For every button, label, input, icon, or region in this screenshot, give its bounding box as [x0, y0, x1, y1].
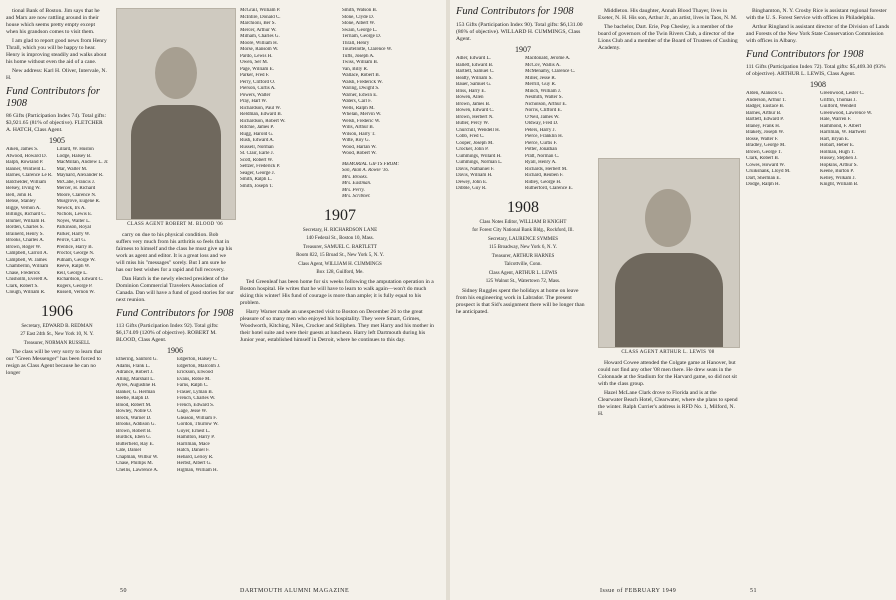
contributor-name: Gleason, William F. — [177, 415, 217, 421]
contributor-name: Brown, Roger W. — [6, 244, 41, 250]
contributor-name: Cummings, Willard H. — [456, 153, 502, 159]
contributor-name: Ridley, George H. — [525, 179, 562, 185]
contributor-name: Hatch, Daniel F. — [177, 448, 210, 453]
contributor-name: Batchelder, William — [6, 179, 47, 185]
contributor-name: Mercer, Arthur W. — [240, 27, 277, 33]
contributor-name: Bense, Stanley — [6, 199, 36, 204]
contributor-name: Ethering, Sanford G. — [116, 357, 158, 362]
names-column — [6, 147, 53, 297]
contributor-name: Scott, Robert W. — [240, 157, 274, 163]
fund-heading: Fund Contributors for 1908 — [116, 308, 234, 319]
class-year-heading: 1908 — [507, 198, 539, 216]
contributor-name: Hobart, Heber E. — [820, 143, 855, 148]
class-treasurer: Treasurer, SAMUEL C. BARTLETT — [303, 244, 377, 250]
contributor-name: Pray, Hart W. — [240, 99, 267, 104]
left-col-3 — [116, 232, 234, 582]
names-column — [177, 357, 234, 474]
names-1907 — [456, 56, 590, 193]
contributor-name: Russell, Vernon W. — [56, 290, 95, 295]
contributor-name: Owen, Ser M. — [240, 60, 269, 65]
col3-text2: Dan Hatch is the newly elected president of the Dominion Commercial Travelers Association of Canada. Dan will have a fund of good stories for our next reunion. — [116, 276, 234, 303]
class-address: Talcottville, Conn. — [504, 262, 542, 267]
contributor-name: Richard, Reuben F. — [525, 173, 564, 178]
names-column — [456, 56, 521, 193]
contributor-name: Mar, Walter M. — [56, 166, 88, 172]
col3-text: carry on due to his physical condition. Bob suffers very much from his arthritis so feels that in fairness to himself and the class he must give up his work as agent and editor. It is a great loss and we will miss his "messages" sorely. But I am sure he has our best wishes for a rapid and full recovery. — [116, 232, 233, 273]
contributor-name: Hopkins, Arthur S. — [820, 162, 858, 168]
contributor-name: Hamilton, Harry P. — [177, 435, 215, 440]
contributor-name: Wilson, Harry T. — [342, 131, 376, 137]
contributor-name: Nesmith, Walter S. — [525, 95, 563, 100]
contributor-name: Keene, Burton P. — [820, 169, 854, 174]
contributor-name: Billings, Richard C. — [6, 212, 46, 217]
contributor-name: Reil, George L. — [56, 270, 88, 276]
names-column — [342, 8, 440, 201]
contributor-name: Adrance, Robert J. — [116, 370, 154, 375]
contributor-name: Lodge, Halsey B. — [56, 153, 92, 159]
class-address: 115 Broadway, New York 6, N. Y. — [489, 245, 557, 250]
fund-stats: 86 Gifts (Participation Index 74). Total gifts: $3,921.65 (81% of objective). FLETCHER A. HATCH, Class Agent. — [6, 113, 107, 133]
contributor-name: Banner, Winfield L. — [6, 166, 46, 172]
year-heading: 1907 — [515, 45, 531, 54]
contributor-name: Edgerton, Malcolm J. — [177, 363, 221, 369]
col4-text: Binghamton, N. Y. Crosby Rice is assistant regional forester with the U. S. Forest Service with offices in Philadelphia. — [746, 8, 887, 21]
contributor-name: Marchioni, Ber S. — [240, 21, 276, 26]
memorial-heading: MEMORIAL GIFTS FROM: — [342, 161, 400, 167]
contributor-name: Waring, Dwight S. — [342, 86, 380, 91]
names-column — [240, 8, 338, 201]
contributor-name: Chisholm, Everett A. — [6, 277, 49, 282]
contributor-name: Butterfield, Ray E. — [116, 441, 154, 447]
contributor-name: McMenamy, Clarence C. — [525, 69, 576, 74]
contributor-name: McIntire, Donald C. — [240, 14, 281, 20]
portrait-face — [645, 189, 691, 247]
contributor-name: Peirce, Carl G. — [56, 238, 87, 243]
contributor-name: Beetle, Ralph D. — [116, 396, 150, 401]
contributor-name: Brown, James B. — [456, 101, 491, 107]
contributor-name: Richardson, Paul W. — [240, 105, 281, 111]
contributor-name: Burdick, Eben G. — [116, 435, 151, 440]
contributor-name: Peters, Harry J. — [525, 127, 556, 133]
photo-caption: CLASS AGENT ROBERT M. BLOOD '06 — [127, 222, 223, 227]
contributor-name: Rogers, George P. — [56, 283, 93, 289]
contributor-name: Alling, Marshall L. — [116, 376, 155, 382]
contributor-name: Evans, Robie M. — [177, 376, 211, 382]
contributor-name: Mrs. Perry. — [342, 187, 365, 193]
contributor-name: Bowen, Edward C. — [456, 108, 495, 113]
contributor-name: Clark, Robert B. — [746, 156, 780, 161]
contributor-name: Higman, William H. — [177, 467, 218, 473]
portrait-suit — [131, 105, 221, 219]
contributor-name: Atwood, Howard D. — [6, 153, 47, 159]
contributor-name: Minch, William J. — [525, 88, 562, 94]
contributor-name: French, Edward S. — [177, 402, 215, 408]
names-1908 — [746, 91, 890, 189]
class-agent-address: 125 Walnut St., Watertown 72, Mass. — [485, 279, 561, 284]
contributor-name: Bell, John H. — [6, 192, 33, 198]
contributor-name: Warner, Edwin E. — [342, 92, 378, 98]
class-year-heading: 1906 — [41, 302, 73, 320]
photo-caption: CLASS AGENT ARTHUR L. LEWIS '08 — [621, 350, 715, 355]
contributor-name: Brock, Warner D. — [116, 415, 152, 421]
contributor-name: Terriam, George D. — [342, 34, 381, 39]
contributor-name: Putnam, George W. — [56, 257, 96, 263]
names-column — [57, 147, 108, 297]
contributor-name: Hebard, Lerioy R. — [177, 454, 214, 460]
contributor-name: Erickson, Elwood — [177, 370, 213, 375]
class-agent-photo — [116, 8, 236, 220]
contributor-name: Campbell, W. James — [6, 257, 47, 263]
contributor-name: Barnes, Clarence Le R. — [6, 173, 53, 178]
contributor-name: Milham, Charles G. — [240, 34, 280, 39]
contributor-name: Crocker, John P. — [456, 147, 489, 152]
contributor-name: Mrs. Eastman. — [342, 181, 372, 186]
contributor-name: Stone, Clyde D. — [342, 14, 374, 20]
contributor-name: Richardson, Robert W. — [240, 118, 286, 124]
contributor-name: Smith, Joseph T. — [240, 183, 274, 189]
contributor-name: Russell, Norman — [240, 144, 274, 150]
contributor-name: Cobb, Fred C. — [456, 134, 485, 139]
contributor-name: Reldman, Edward B. — [240, 112, 282, 117]
contributor-name: Pratt, Norman C. — [525, 153, 560, 159]
class-address: Room 822, 15 Broad St., New York 5, N. Y. — [296, 253, 384, 258]
contributor-name: Cowes, Howard W. — [746, 162, 785, 168]
class-text: Hazel McLane Clark drove to Florida and is at the Clearwater Beach Hotel, Clearwater, where she plans to spend the winter. Ralph Currier's address is RFD No. 1, Milford, N. H. — [598, 390, 738, 417]
right-page — [450, 0, 896, 600]
contributor-name: Rush, Edward A. — [240, 138, 275, 143]
contributor-name: Bartlett, Samuel C. — [456, 69, 495, 74]
fund-stats: 111 Gifts (Participation Index 72). Total gifts: $5,469.30 (93% of objective). ARTHUR L. LEWIS, Class Agent. — [746, 64, 886, 77]
contributor-name: Richards, Herbert M. — [525, 166, 568, 172]
class-text: The class will be very sorry to learn that our "Green Messenger" has been forced to resign as Class Agent because he can no longer — [6, 349, 103, 376]
contributor-name: Cate, Daniel — [116, 448, 141, 453]
contributor-name: Beatty, William S. — [456, 75, 493, 81]
right-col-2-bottom — [598, 360, 738, 582]
contributor-name: Tourtellotte, Clarence W. — [342, 47, 393, 52]
contributor-name: Churchill, Wendell H. — [456, 127, 500, 133]
names-column — [525, 56, 590, 193]
contributor-name: Pardo, Lewis H. — [240, 53, 273, 59]
portrait-face — [155, 47, 197, 99]
class-text: Ted Greenleaf has been home for six weeks following the amputation operation in a Boston hospital. He writes that he will have to learn to walk again—won't do much skiing this winter! His fund of courage is more than ample; it is fully equal to his problem. — [240, 278, 434, 306]
year-heading: 1905 — [49, 136, 65, 145]
class-address: 27 East 24th St., New York 10, N. Y. — [20, 332, 94, 337]
class-secretary: Secretary, EDWARD B. REDMAN — [21, 323, 93, 329]
contributor-name: Bliss, Harry E. — [456, 88, 486, 94]
left-col-1 — [6, 8, 108, 590]
contributor-name: Griffin, Thomas J. — [820, 97, 857, 103]
contributor-name: McCov, Wallis A. — [525, 62, 561, 68]
contributor-name: Smith, Ralph L. — [240, 177, 272, 182]
names-column — [746, 91, 816, 189]
contributor-name: Blood, Robert M. — [116, 402, 152, 408]
contributor-name: Greenwood, Lester C. — [820, 91, 865, 96]
contributor-name: Thrall, Henry — [342, 40, 370, 46]
contributor-name: Maynard, Alexander R. — [56, 173, 104, 178]
contributor-name: Brooks, Charles A. — [6, 238, 45, 243]
contributor-name: Perry, Clifford O. — [240, 79, 276, 85]
contributor-name: Bartlett, Edward P. — [746, 117, 784, 122]
contributor-name: Balph, Rowland P. — [6, 160, 44, 165]
contributor-name: Chase, Phillips M. — [116, 461, 153, 466]
contributor-name: Herbst, Albert G. — [177, 461, 212, 466]
contributor-name: Dibble, Guy R. — [456, 186, 487, 191]
contributor-name: Clough, William R. — [6, 290, 46, 295]
class-secretary: Secretary, LAURENCE SYMMES — [487, 236, 559, 242]
contributor-name: Clark, Robert S. — [6, 283, 39, 289]
contributor-name: Bigge, Vernon A. — [6, 205, 41, 211]
contributor-name: Greenwood, Lawrence W. — [820, 110, 873, 116]
contributor-name: Knight, William B. — [820, 182, 859, 187]
contributor-name: Aiken, James S. — [6, 147, 39, 152]
contributor-name: Adler, Edward L. — [456, 56, 491, 61]
contributor-name: Dodge, Ralph H. — [746, 182, 780, 187]
contributor-name: Pierson, Curtis A. — [240, 86, 276, 91]
contributor-name: Seager, George J. — [240, 170, 275, 176]
contributor-name: Reeve, Ralph W. — [56, 264, 91, 269]
col3-intro: Middleton. His daughter, Annah Blood Thayer, lives in Exeter, N. H. His son, Arthur Jr., an artist, lives in Taos, N. M. — [598, 8, 738, 21]
right-col-2-top — [598, 8, 738, 158]
contributor-name: Pierce, Curtis F. — [525, 140, 558, 146]
contributor-name: Wills, Arthur B. — [342, 125, 375, 130]
contributor-name: Kelley, Wilkam J. — [820, 175, 856, 181]
contributor-name: Norris, Clifford E. — [525, 108, 562, 113]
contributor-name: St. Clair, Earle J. — [240, 151, 274, 156]
contributor-name: Rutherford, Clarence E. — [525, 186, 573, 191]
contributor-name: Campbell, Carroll A. — [6, 251, 48, 256]
contributor-name: Alden, Alanson G. — [746, 91, 784, 96]
contributor-name: Oldway, Fred D. — [525, 121, 559, 126]
contributor-name: Wood, Robert W. — [342, 151, 377, 156]
contributor-name: Stone, Albert W. — [342, 21, 376, 26]
contributor-name: Nichols, Lewis E. — [56, 212, 93, 217]
left-col-4 — [240, 8, 440, 590]
contributor-name: Proctor, George N. — [56, 251, 95, 256]
contributor-name: Brainerd, Henry S. — [6, 231, 44, 237]
class-agent: Class Agent, ARTHUR L. LEWIS — [488, 270, 558, 276]
contributor-name: Van, Billy R. — [342, 66, 369, 72]
class-address: for Forest City National Bank Bldg., Rockford, Ill. — [472, 228, 574, 233]
class-agent-photo — [598, 158, 740, 348]
contributor-name: French, Charles W. — [177, 396, 216, 401]
contributor-name: Wallace, Robert B. — [342, 73, 380, 78]
names-continued — [240, 8, 440, 201]
class-address: 140 Federal St., Boston 10, Mass. — [306, 236, 374, 241]
contributor-name: Hart, Bryan E. — [820, 136, 850, 142]
contributor-name: Smith, Watson B. — [342, 8, 378, 13]
contributor-name: Chapman, Wilbur W. — [116, 454, 159, 460]
contributor-name: Chase, Frederick — [6, 270, 40, 276]
page-header: Fund Contributors for 1908 — [456, 6, 574, 17]
contributor-name: Anderson, Arthur T. — [746, 97, 787, 103]
contributor-name: Waters, Carl F. — [342, 99, 372, 104]
issue-date: Issue of FEBRUARY 1949 — [600, 588, 677, 594]
year-heading: 1908 — [810, 80, 826, 89]
right-col-1 — [456, 22, 590, 582]
contributor-name: Bosse, Walter F. — [746, 136, 779, 142]
names-1905 — [6, 147, 108, 297]
contributor-name: Cooper, Joseph M. — [456, 140, 494, 146]
col1-address: New address: Karl H. Oliver, Intervale, N. H. — [6, 68, 107, 81]
contributor-name: Wells, Ralph M. — [342, 105, 375, 111]
contributor-name: Potter, Jonathan — [525, 147, 558, 152]
contributor-name: Barnes, Arthur B. — [746, 110, 782, 116]
contributor-name: Witte, Roy G. — [342, 138, 370, 143]
contributor-name: Miller, Jesse R. — [525, 75, 556, 81]
class-year-heading: 1907 — [324, 206, 356, 224]
class-text: Sidney Ruggles spent the holidays at home on leave from his engineering work in Labrador. The present prospect is that Sid's assignment there will be longer than he anticipated. — [456, 287, 585, 315]
col1-intro: tional Bank of Boston. Jim says that he and Marx are now rattling around in their house which seems pretty empty except when his grandson comes to visit them. — [6, 8, 100, 35]
contributor-name: Mercer, H. Richard — [56, 186, 96, 191]
contributor-name: Hale, Warren F. — [820, 117, 852, 122]
contributor-name: MacMillan, Andrew L. Jr. — [56, 160, 108, 165]
contributor-name: Bowen, Allen — [456, 95, 484, 100]
contributor-name: Badger, Eustace B. — [746, 104, 785, 109]
page-number: 50 — [120, 588, 127, 594]
contributor-name: Blaney, Frank H. — [746, 123, 781, 129]
contributor-name: Morse, Ransom W. — [240, 47, 279, 52]
contributor-name: Tufts, Joseph A. — [342, 53, 375, 59]
class-agent-address: Box 128, Guilford, Me. — [316, 270, 364, 275]
fund-stats: 153 Gifts (Participation Index 90). Total gifts: $6,131.00 (86% of objective). WILLARD H. CUMMINGS, Class Agent. — [456, 22, 583, 42]
contributor-name: Wood, Harlan W. — [342, 144, 377, 150]
contributor-name: Ritchie, James P. — [240, 125, 274, 130]
contributor-name: Chellis, Lawrence A. — [116, 467, 159, 473]
class-treasurer: Treasurer, NORMAN RUSSELL — [23, 340, 91, 346]
contributor-name: Butler, Percy W. — [456, 121, 489, 126]
contributor-name: Noyes, Walter L. — [56, 218, 91, 224]
contributor-name: Borden, Charles S. — [6, 225, 44, 230]
contributor-name: McGrail, William P. — [240, 8, 281, 13]
col3-text: The bachelor, Dart. Erie, Pop Chesley, is a member of the board of governors of the Twin Rivers Club, a director of the Lions Club and a member of the Board of Trustees of Cushing Academy. — [598, 24, 738, 51]
fund-heading: Fund Contributors for 1908 — [746, 49, 864, 60]
contributor-name: Moore, Clarence N. — [56, 192, 97, 198]
class-secretary: Secretary, H. RICHARDSON LANE — [302, 227, 378, 233]
contributor-name: Page, William E. — [240, 66, 274, 72]
contributor-name: Brooks, Addison G. — [116, 422, 156, 427]
class-treasurer: Treasurer, ARTHUR HARNES — [491, 253, 555, 259]
contributor-name: Nicholson, Arthur E. — [525, 101, 567, 107]
fund-stats: 113 Gifts (Participation Index 92). Total gifts: $6,174.09 (120% of objective). ROBERT M. BLOOD, Class Agent. — [116, 323, 219, 343]
contributor-name: Merrill, Guy R. — [525, 82, 557, 87]
contributor-name: O'Neil, James W. — [525, 114, 560, 120]
contributor-name: Harriman, W. Hartwell — [820, 130, 866, 135]
contributor-name: Rugg, Harold G. — [240, 131, 274, 137]
col4-text2: Arthur Ringland is assistant director of the Division of Lands and Forests of the New York State Conservation Commission with offices in Albany. — [746, 24, 890, 44]
contributor-name: Welsh, Frederic W. — [342, 118, 381, 124]
contributor-name: Davis, William H. — [456, 173, 493, 178]
contributor-name: Adams, Frank L. — [116, 363, 150, 369]
contributor-name: Harriman, Mace — [177, 441, 210, 447]
contributor-name: Guyer, Ernest L. — [177, 428, 211, 434]
contributor-name: Farns, Ralph C. — [177, 383, 209, 388]
magazine-title: DARTMOUTH ALUMNI MAGAZINE — [240, 588, 350, 594]
contributor-name: Swain, George L. — [342, 27, 378, 33]
names-column — [820, 91, 890, 189]
contributor-name: Belsey, Irving W. — [6, 186, 41, 191]
contributor-name: Parker, Fred F. — [240, 73, 270, 78]
contributor-name: Parker, Harry W. — [56, 231, 91, 237]
class-notes-editor: Class Notes Editor, WILLIAM B KNIGHT — [479, 219, 567, 225]
contributor-name: Dewey, John E. — [456, 179, 488, 185]
contributor-name: Twiss, William B. — [342, 60, 379, 65]
contributor-name: Edgerton, Halsey C. — [177, 357, 218, 362]
contributor-name: Prentice, Harry B. — [56, 244, 93, 250]
contributor-name: Powers, Walter — [240, 92, 271, 98]
names-1906 — [116, 357, 234, 474]
contributor-name: Parkinson, Royal — [56, 225, 91, 230]
contributor-name: Blumer, William H. — [6, 218, 46, 224]
contributor-name: Whelan, Mervin W. — [342, 112, 382, 117]
contributor-name: Brown, George T. — [746, 149, 782, 155]
contributor-name: Frasier, Lyman B. — [177, 389, 213, 395]
contributor-name: Gordon, Thurlow W. — [177, 422, 219, 427]
contributor-name: Hussey, Stephen J. — [820, 156, 858, 161]
contributor-name: Son, Alan A. Rowle '16. — [342, 168, 390, 173]
contributor-name: Holman, Hugh T. — [820, 149, 855, 155]
contributor-name: Blakely, Joseph W. — [746, 130, 785, 135]
contributor-name: Mrs. Brooks. — [342, 174, 368, 180]
left-page — [0, 0, 446, 600]
contributor-name: Davis, Nathaniel F. — [456, 166, 495, 172]
contributor-name: McCabe, Francis J. — [56, 179, 96, 185]
class-text: Howard Cowee attended the Colgate game at Hanover, but could not find any other '08 men there. He drew seats in the Colonnade at the Stadium for the Harvard game, so did not sit with the class group. — [598, 360, 737, 387]
contributor-name: Gage, Jesse W. — [177, 409, 207, 414]
contributor-name: Moore, William H. — [240, 40, 279, 46]
col1-letter: I am glad to report good news from Henry Thrall, which you will be happy to hear. Henry is improving steadily and walks about his home without even the aid of a cane. — [6, 38, 107, 65]
contributor-name: Dart, Sherman E. — [746, 175, 781, 181]
portrait-suit — [615, 253, 723, 347]
contributor-name: Mrs. Scribner. — [342, 194, 371, 199]
contributor-name: Seltzer, Frederick P. — [240, 164, 281, 169]
contributor-name: Lillard, W. Huston — [56, 147, 94, 152]
contributor-name: Bauer, Samuel G. — [456, 82, 492, 87]
contributor-name: Musgrove, Eugene R. — [56, 199, 101, 204]
contributor-name: Cummings, Norman L. — [456, 160, 503, 165]
contributor-name: Chamberlin, William — [6, 264, 49, 269]
page-number: 51 — [750, 588, 757, 594]
contributor-name: Newick, Irs A. — [56, 205, 86, 211]
contributor-name: Richardson, Edward C. — [56, 277, 104, 282]
class-text: Harry Warner made an unexpected visit to Boston on December 26 to the great pleasure of so many men who enjoyed his hospitality. They were Smart, Grimes, Woodworth, Kitching, Niles, Crocker and Stiliphen. They met Harry and his mother in their hotel suite and were their guests at luncheon. Harry left Dartmouth during his Junior year, established himself in Detroit, where he continues to this day. — [240, 308, 434, 343]
year-heading: 1906 — [167, 346, 183, 355]
contributor-name: Ayres, Augustine H. — [116, 383, 157, 388]
contributor-name: Guilford, Wendell — [820, 104, 857, 109]
contributor-name: Bowley, Noble O. — [116, 409, 153, 414]
contributor-name: Hammond, F. Albert — [820, 123, 861, 129]
contributor-name: Cruikshank, Lloyd M. — [746, 169, 791, 174]
contributor-name: Ballett, Edward B. — [456, 62, 494, 68]
contributor-name: Pierce, Franklin H. — [525, 134, 564, 139]
contributor-name: Brown, Robert B. — [116, 428, 152, 434]
contributor-name: Brown, Herbert N. — [456, 114, 494, 120]
names-column — [116, 357, 173, 474]
right-col-3 — [746, 8, 890, 590]
class-agent: Class Agent, WILLIAM H. CUMMINGS — [298, 261, 382, 267]
fund-heading: Fund Contributors for 1908 — [6, 86, 100, 109]
contributor-name: Bradley, George M. — [746, 143, 786, 148]
contributor-name: Banker, G. Herman — [116, 389, 155, 395]
contributor-name: Walsh, Frederick W. — [342, 79, 383, 85]
contributor-name: Ryall, Henry A. — [525, 160, 557, 165]
contributor-name: Macdonald, Jerome A. — [525, 56, 571, 61]
